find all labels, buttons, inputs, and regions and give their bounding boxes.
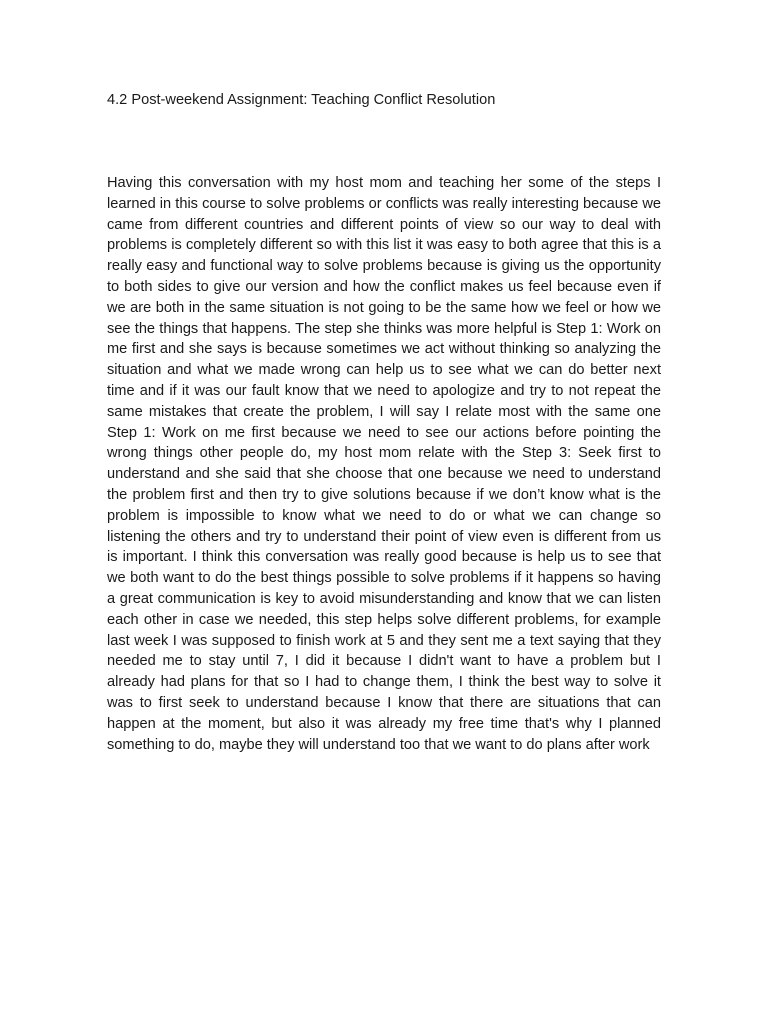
document-body-paragraph: Having this conversation with my host mom and teaching her some of the steps I learned in this course to solve problems or conflicts was really interesting because we came from different countries and different points of view so our way to deal with problems is completely different so with this list it was easy to both agree that this is a really easy and functional way to solve problems because is giving us the opportunity to both sides to give our version and how the conflict makes us feel because even if we are both in the same situation is not going to be the same how we feel or how we see the things that happens. The step she thinks was more helpful is Step 1: Work on me first and she says is because sometimes we act without thinking so analyzing the situation and what we made wrong can help us to see what we can do better next time and if it was our fault know that we need to apologize and try to not repeat the same mistakes that create the problem, I will say I relate most with the same one Step 1: Work on me first because we need to see our actions before pointing the wrong things other people do, my host mom relate with the Step 3: Seek first to understand and she said that she choose that one because we need to understand the problem first and then try to give solutions because if we don’t know what is the problem is impossible to know what we need to do or what we can change so listening the others and try to understand their point of view even is different from us is important. I think this conversation was really good because is help us to see that we both want to do the best things possible to solve problems if it happens so having a great communication is key to avoid misunderstanding and know that we can listen each other in case we needed, this step helps solve different problems, for example last week I was supposed to finish work at 5 and they sent me a text saying that they needed me to stay until 7, I did it because I didn't want to have a problem but I already had plans for that so I had to change them, I think the best way to solve it was to first seek to understand because I know that there are situations that can happen at the moment, but also it was already my free time that's why I planned something to do, maybe they will understand too that we want to do plans after work	[107, 175, 661, 753]
document-title: 4.2 Post-weekend Assignment: Teaching Conflict Resolution	[107, 92, 496, 108]
